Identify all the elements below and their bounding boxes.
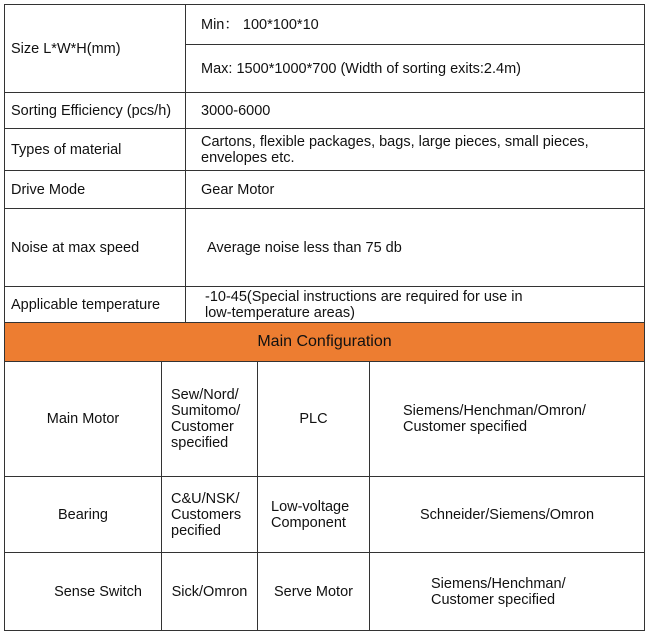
config-cell-serve-motor-brands: Siemens/Henchman/ Customer specified (431, 575, 566, 608)
noise-value: Average noise less than 75 db (207, 239, 402, 256)
main-configuration-title: Main Configuration (257, 333, 392, 350)
drive-label: Drive Mode (11, 181, 86, 198)
config-cell-plc: PLC (299, 411, 328, 427)
config-cell-main-motor: Main Motor (46, 411, 120, 427)
config-cell-bearing: Bearing (58, 506, 108, 523)
material-label: Types of material (11, 141, 122, 158)
config-cell-sense-switch: Sense Switch (54, 583, 142, 600)
spec-table (4, 4, 645, 631)
config-cell-sense-switch-brands: Sick/Omron (171, 583, 248, 600)
material-value: Cartons, flexible packages, bags, large pieces, small pieces, envelopes etc. (201, 133, 589, 166)
size-max: Max: 1500*1000*700 (Width of sorting exits:2.4m) (201, 60, 521, 77)
config-cell-main-motor-brands: Sew/Nord/ Sumitomo/ Customer specified (171, 387, 241, 451)
main-configuration-header (5, 323, 644, 361)
temperature-label: Applicable temperature (11, 296, 161, 313)
efficiency-value: 3000-6000 (201, 102, 271, 119)
config-cell-bearing-brands: C&U/NSK/ Customers pecified (171, 490, 242, 539)
drive-value: Gear Motor (201, 181, 275, 198)
efficiency-label: Sorting Efficiency (pcs/h) (11, 102, 172, 119)
config-cell-low-voltage-brands: Schneider/Siemens/Omron (419, 506, 595, 523)
config-cell-serve-motor: Serve Motor (274, 583, 353, 600)
temperature-value: -10-45(Special instructions are required for use in low-temperature areas) (205, 288, 523, 321)
label-divider (185, 5, 186, 322)
size-label: Size L*W*H(mm) (11, 40, 121, 57)
noise-label: Noise at max speed (11, 239, 140, 256)
config-cell-plc-brands: Siemens/Henchman/Omron/ Customer specified (403, 403, 586, 435)
config-cell-low-voltage: Low-voltage Component (271, 498, 350, 531)
size-min: Min： 100*100*10 (201, 16, 319, 33)
